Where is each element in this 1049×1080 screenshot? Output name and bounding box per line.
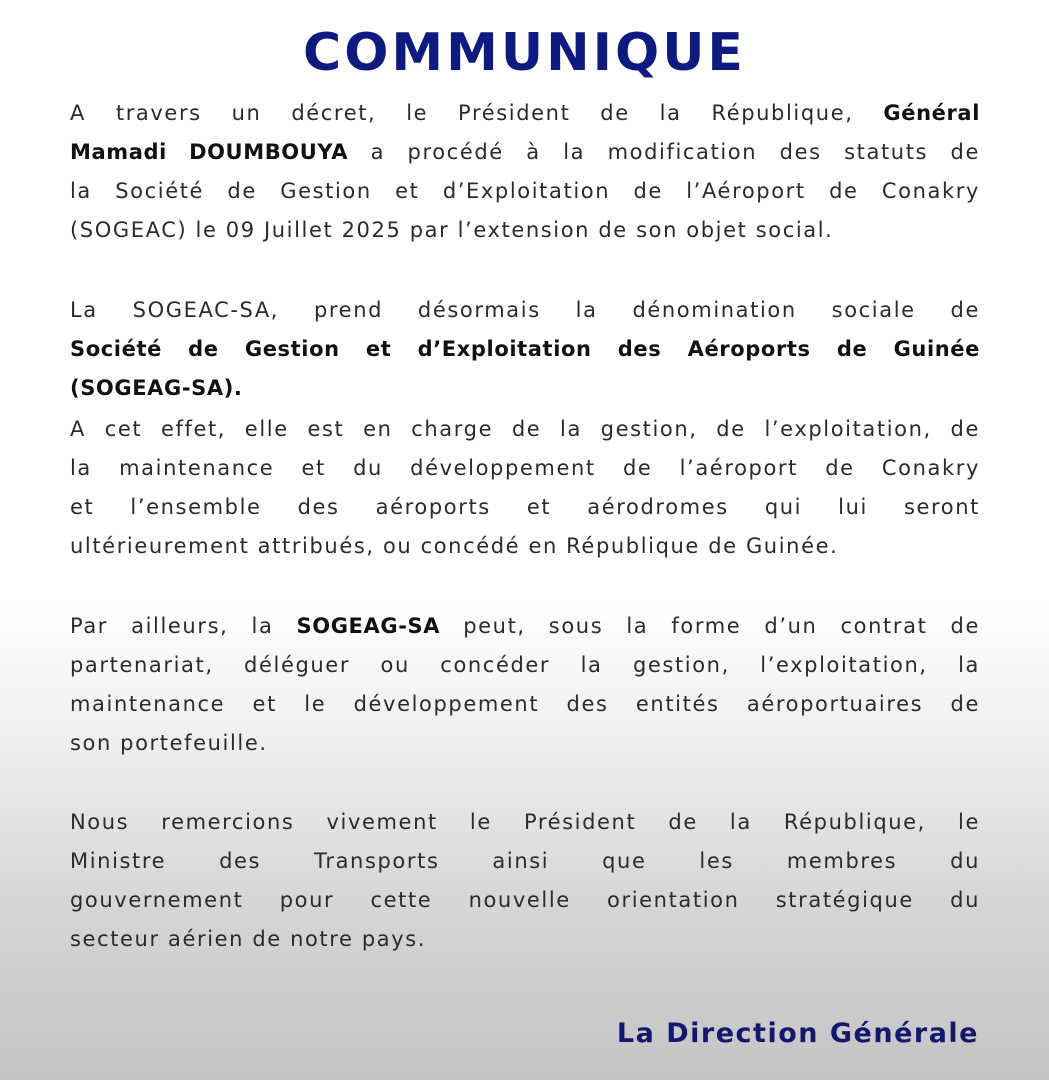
text-segment: secteur aérien de notre pays.: [70, 927, 427, 951]
text-segment: Ministre des Transports ainsi que les membres du: [70, 849, 980, 873]
text-segment: a procédé à la modification des statuts de: [348, 140, 981, 164]
bold-text: (SOGEAG-SA).: [70, 376, 243, 400]
text-segment: Par ailleurs, la: [70, 614, 297, 638]
signature: La Direction Générale: [616, 1018, 979, 1049]
text-segment: A cet effet, elle est en charge de la gestion, de l’exploitation, de: [70, 417, 980, 441]
text-segment: ultérieurement attribués, ou concédé en République de Guinée.: [70, 534, 839, 558]
text-line: [70, 685, 980, 724]
text-segment: peut, sous la forme d’un contrat de: [440, 614, 980, 638]
text-line: [70, 94, 980, 133]
paragraph-delegation: [70, 607, 980, 763]
document-title: COMMUNIQUE: [303, 23, 746, 83]
text-segment: et l’ensemble des aéroports et aérodromes qui lui seront: [70, 495, 980, 519]
text-line: [70, 724, 980, 763]
text-line: [70, 211, 980, 250]
text-line: [70, 646, 980, 685]
text-line: [70, 449, 980, 488]
text-segment: la Société de Gestion et d’Exploitation de l’Aéroport de Conakry: [70, 179, 980, 203]
text-segment: Nous remercions vivement le Président de la République, le: [70, 810, 980, 834]
paragraph-thanks: [70, 803, 980, 959]
text-line: [70, 133, 980, 172]
text-segment: la maintenance et du développement de l’aéroport de Conakry: [70, 456, 980, 480]
text-segment: A travers un décret, le Président de la République,: [70, 101, 884, 125]
text-line: [70, 330, 980, 369]
text-segment: La SOGEAC-SA, prend désormais la dénomination sociale de: [70, 298, 980, 322]
text-line: [70, 527, 980, 566]
text-line: [70, 607, 980, 646]
text-segment: gouvernement pour cette nouvelle orientation stratégique du: [70, 888, 980, 912]
text-line: [70, 488, 980, 527]
bold-text: SOGEAG-SA: [296, 614, 441, 638]
bold-text: Mamadi DOUMBOUYA: [70, 140, 349, 164]
paragraph-responsibilities: [70, 410, 980, 566]
paragraph-decree: [70, 94, 980, 250]
text-line: [70, 920, 980, 959]
text-line: [70, 410, 980, 449]
text-segment: son portefeuille.: [70, 731, 268, 755]
bold-text: Général: [883, 101, 980, 125]
text-segment: partenariat, déléguer ou concéder la gestion, l’exploitation, la: [70, 653, 980, 677]
text-line: [70, 881, 980, 920]
text-line: [70, 369, 980, 408]
text-line: [70, 172, 980, 211]
bold-text: Société de Gestion et d’Exploitation des Aéroports de Guinée: [70, 337, 980, 361]
text-segment: maintenance et le développement des entités aéroportuaires de: [70, 692, 980, 716]
text-line: [70, 842, 980, 881]
text-line: [70, 291, 980, 330]
text-line: [70, 803, 980, 842]
paragraph-new-name: [70, 291, 980, 408]
text-segment: (SOGEAC) le 09 Juillet 2025 par l’extension de son objet social.: [70, 218, 834, 242]
